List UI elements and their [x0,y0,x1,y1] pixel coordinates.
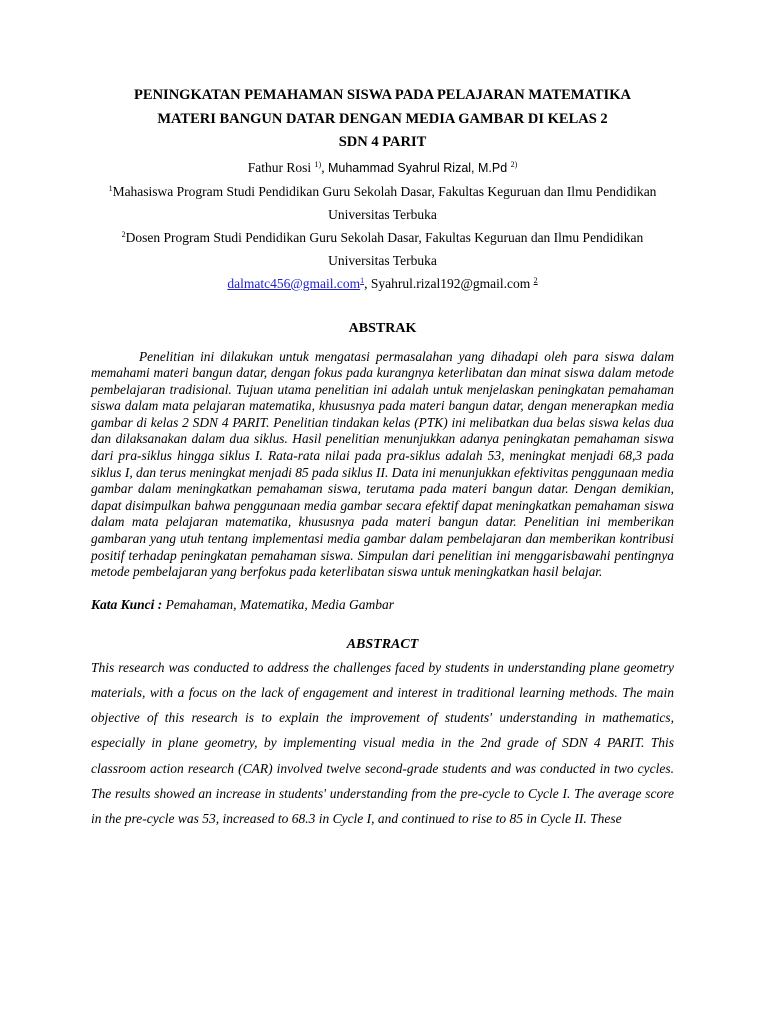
keywords-line [91,597,674,613]
author-1-name: Fathur Rosi [247,159,312,175]
author-2-name: Muhammad Syahrul Rizal, M.Pd [327,160,508,175]
affiliation-1-sup: 1 [108,183,113,193]
affiliation-2-sup: 2 [121,229,126,239]
keywords-label: Kata Kunci : [91,596,163,612]
paper-page [91,84,674,831]
author-line [91,156,674,180]
email-1-sup: 1 [360,275,365,285]
email-1-link[interactable]: dalmatc456@gmail.com [227,275,361,291]
title-line-3: SDN 4 PARIT [338,134,427,150]
email-line [91,272,674,295]
abstract-body: This research was conducted to address the challenges faced by students in understanding plane geometry materials, with a focus on the lack of engagement and interest in traditional learning methods. The main objective of this research is to explain the improvement of students' understanding in mathematics, especially in plane geometry, by implementing visual media in the 2nd grade of SDN 4 PARIT. This classroom action research (CAR) involved twelve second-grade students and was conducted in two cycles. The results showed an increase in students' understanding from the pre-cycle to Cycle I. The average score in the pre-cycle was 53, increased to 68.3 in Cycle I, and continued to rise to 85 in Cycle II. These [91,659,674,827]
author-2-sup: 2) [510,159,518,169]
affiliation-2-line-1: Dosen Program Studi Pendidikan Guru Sekolah Dasar, Fakultas Keguruan dan Ilmu Pendidikan [125,229,644,245]
author-1-sup: 1) [314,159,322,169]
title-line-2: MATERI BANGUN DATAR DENGAN MEDIA GAMBAR DI KELAS 2 [157,110,608,127]
affiliation-1-university: Universitas Terbuka [328,206,437,222]
affiliation-1 [91,180,674,203]
affiliation-2 [91,226,674,249]
email-2: Syahrul.rizal192@gmail.com [370,275,531,291]
abstrak-body: Penelitian ini dilakukan untuk mengatasi permasalahan yang dihadapi oleh para siswa dalam memahami materi bangun datar, dengan fokus pada kurangnya keterlibatan dan minat siswa dalam metode pembelajaran tradisional. Tujuan utama penelitian ini adalah untuk menjelaskan peningkatan pemahaman siswa dalam mata pelajaran matematika, khususnya pada materi bangun datar, dengan menerapkan media gambar di kelas 2 SDN 4 PARIT. Penelitian tindakan kelas (PTK) ini melibatkan dua belas siswa kelas dua dan dilaksanakan dalam dua siklus. Hasil penelitian menunjukkan adanya peningkatan pemahaman siswa dari pra-siklus hingga siklus I. Rata-rata nilai pada pra-siklus adalah 53, meningkat menjadi 68,3 pada siklus I, dan terus meningkat menjadi 85 pada siklus II. Data ini menunjukkan efektivitas penggunaan media gambar dalam meningkatkan pemahaman siswa, terutama pada materi bangun datar. Dengan demikian, dapat disimpulkan bahwa penggunaan media gambar secara efektif dapat meningkatkan pemahaman siswa dalam mata pelajaran matematika, khususnya pada materi bangun datar. Penelitian ini memberikan gambaran yang utuh tentang implementasi media gambar dalam pembelajaran dan memberikan kontribusi positif terhadap peningkatan pemahaman siswa. Simpulan dari penelitian ini menggarisbawahi pentingnya metode pembelajaran yang berfokus pada keterlibatan siswa untuk meningkatkan hasil belajar. [91,348,674,580]
abstract-heading: ABSTRACT [346,636,419,652]
author-separator: , [321,159,325,175]
abstrak-heading: ABSTRAK [348,320,417,336]
email-2-sup: 2 [533,275,538,285]
email-separator: , [364,275,368,291]
affiliation-2-university: Universitas Terbuka [328,252,437,268]
title-line-1: PENINGKATAN PEMAHAMAN SISWA PADA PELAJARAN MATEMATIKA [134,87,631,103]
paper-title [91,84,674,155]
keywords-value: Pemahaman, Matematika, Media Gambar [165,596,394,612]
affiliation-1-line-1: Mahasiswa Program Studi Pendidikan Guru Sekolah Dasar, Fakultas Keguruan dan Ilmu Pendidikan [112,183,657,199]
